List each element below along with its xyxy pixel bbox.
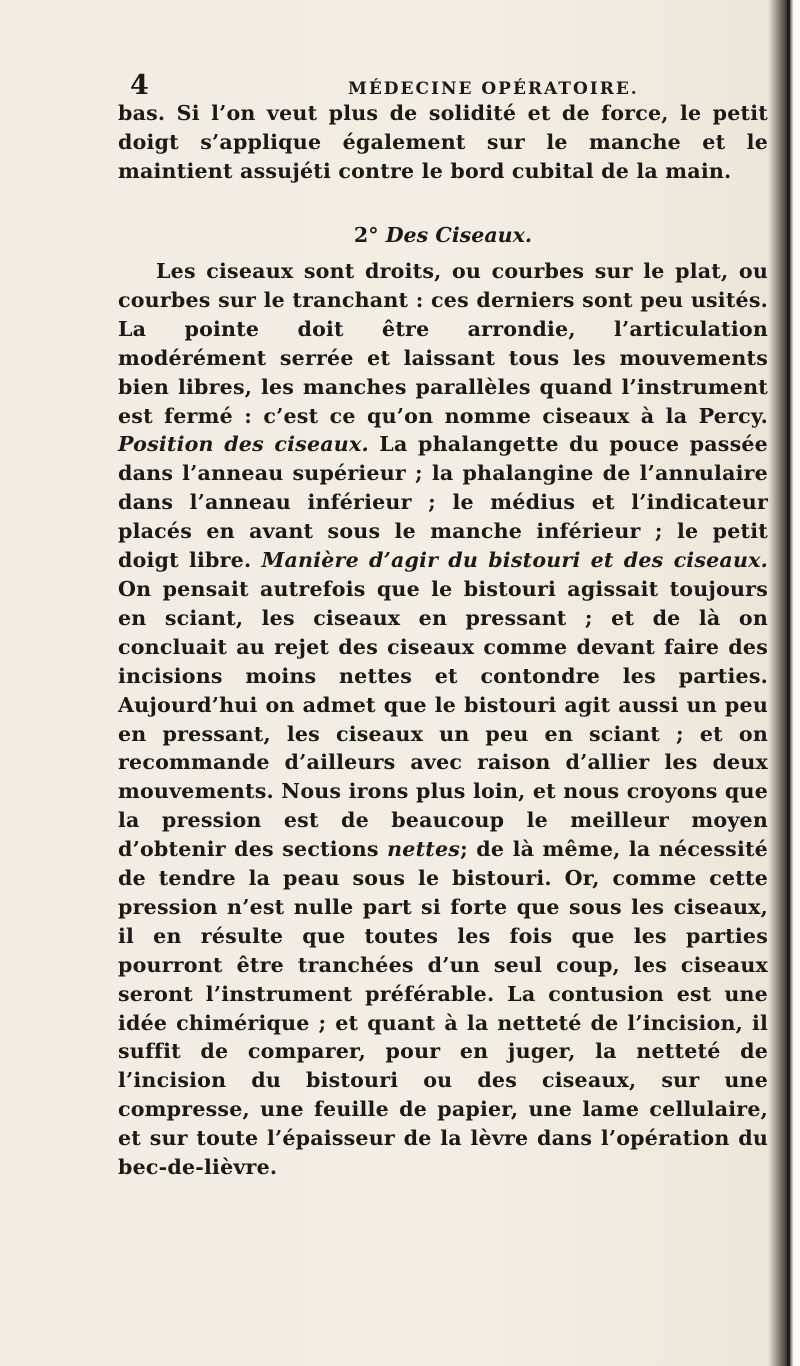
scissors-description: Les ciseaux sont droits, ou courbes sur le plat, ou courbes sur le tranchant : ces derniers sont peu usités. La pointe doit être arrondie, l’articulation modérément serrée et laissant tous les mouvements bien libres, les manches parallèles quand l’instrument est fermé : c’est ce qu’on nomme ciseaux à la Percy. xyxy=(118,259,768,428)
maniere-text-1: On pensait autrefois que le bistouri agissait toujours en sciant, les ciseaux en pressant ; et de là on concluait au rejet des ciseaux comme devant faire des incisions moins nettes et contondre les parties. Aujourd’hui on admet que le bistouri agit aussi un peu en pressant, les ciseaux un peu en sciant ; et on recommande d’ailleurs avec raison d’allier les deux mouvements. Nous irons plus loin, et nous croyons que la pression est de beaucoup le meilleur moyen d’obtenir des sections xyxy=(118,576,768,862)
continuation-paragraph xyxy=(118,99,768,186)
main-paragraph xyxy=(118,257,768,1182)
maniere-label: Manière d’agir du bistouri et des ciseaux. xyxy=(261,548,768,573)
continuation-text: bas. Si l’on veut plus de solidité et de force, le petit doigt s’applique également sur le manche et le maintient assujéti contre le bord cubital de la main. xyxy=(118,101,768,183)
position-text: La phalangette du pouce passée dans l’anneau supérieur ; la phalangine de l’annulaire dans l’anneau inférieur ; le médius et l’indicateur placés en avant sous le manche inférieur ; le petit doigt libre. xyxy=(118,432,768,573)
position-label: Position des ciseaux. xyxy=(118,432,369,457)
maniere-text-2: ; de là même, la nécessité de tendre la peau sous le bistouri. Or, comme cette pression n’est nulle part si forte que sous les ciseaux, il en résulte que toutes les fois que les parties pourront être tranchées d’un seul coup, les ciseaux seront l’instrument préférable. La contusion est une idée chimérique ; et quant à la netteté de l’incision, il suffit de comparer, pour en juger, la netteté de l’incision du bistouri ou des ciseaux, sur une compresse, une feuille de papier, une lame cellulaire, et sur toute l’épaisseur de la lèvre dans l’opération du bec-de-lièvre. xyxy=(118,837,768,1180)
page-number: 4 xyxy=(130,70,149,101)
section-number: 2° xyxy=(353,223,379,247)
running-title: MÉDECINE OPÉRATOIRE. xyxy=(348,79,639,99)
section-title: Des Ciseaux. xyxy=(385,223,533,247)
page-edge-shadow xyxy=(787,0,790,1366)
nettes-word: nettes xyxy=(387,837,461,862)
section-heading xyxy=(118,223,768,247)
main-paragraph-text xyxy=(118,257,768,1182)
